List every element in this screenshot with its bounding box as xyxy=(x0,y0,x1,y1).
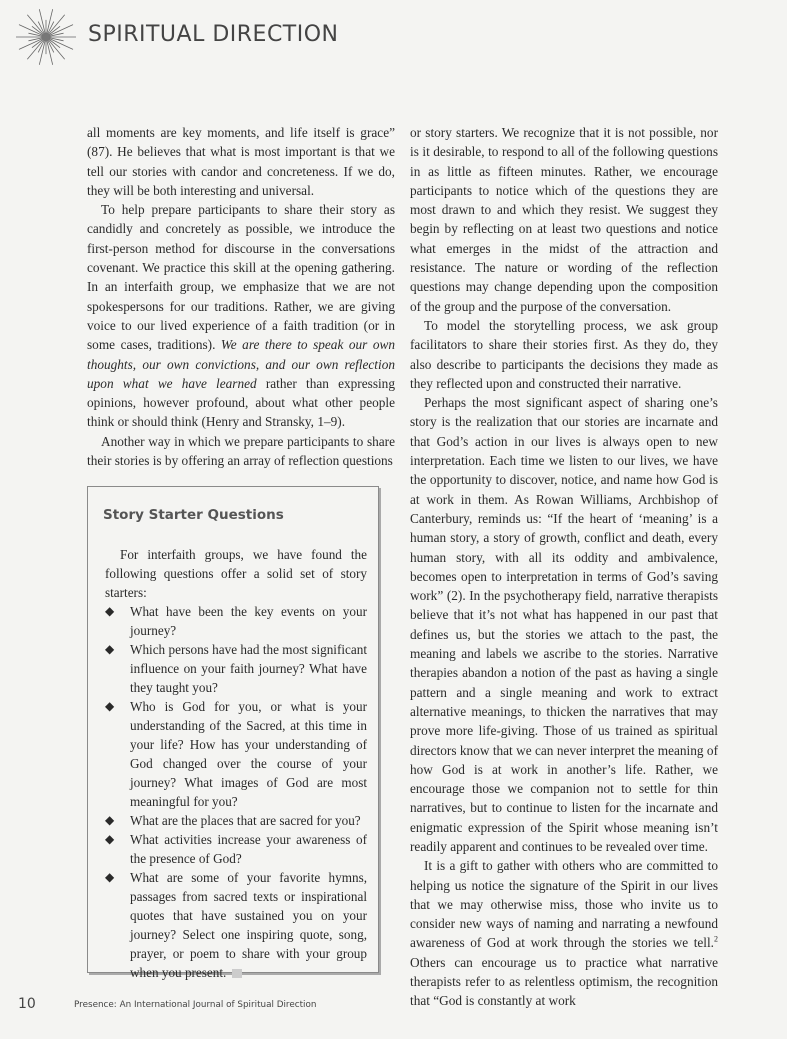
diamond-bullet-icon: ◆ xyxy=(105,870,115,884)
right-paragraph-3: Perhaps the most significant aspect of sharing one’s story is the realization that our stories are incarnate and that God’s action in our lives is always open to new interpretation. Each time we listen to our lives, we have the opportunity to discover, notice, and name how God is at work in them. As Rowan Williams, Archbishop of Canterbury, reminds us: “If the heart of ‘meaning’ is a human story, a story of growth, conflict and death, every human story, with all its oddity and ambivalence, becomes open to interpretation in terms of God’s saving work” (2). In the psychotherapy field, narrative therapists believe that it’s not what has happened in our past that defines us, but the stories we attach to the past, the meaning and labels we ascribe to the stories. Narrative therapies abandon a notion of the past as having a single pattern and a single meaning and work to extract alternative meanings, to thicken the narratives that may prove more life-giving. Those of us trained as spiritual directors know that we can never interpret the meaning of how God is at work in another’s life. Rather, we encourage those we companion not to settle for thin narratives, but to continue to listen for the incarnate and enigmatic expression of the Spirit whose meaning isn’t readily apparent and continues to be revealed over time. xyxy=(410,395,718,854)
star-burst-icon xyxy=(8,6,84,68)
question-item xyxy=(105,697,367,811)
sidebar-title: Story Starter Questions xyxy=(103,507,284,523)
question-text: Who is God for you, or what is your understanding of the Sacred, at this time in your life? How has your understanding of God changed over the course of your journey? What images of God are most meaningful for you? xyxy=(130,699,367,809)
sidebar-body xyxy=(105,545,367,982)
left-column xyxy=(87,123,395,470)
question-item xyxy=(105,811,367,830)
right-paragraph-2: To model the storytelling process, we ask group facilitators to share their stories first. As they do, they also describe to participants the decisions they made as they reflected upon and constructed their narrative. xyxy=(410,317,718,391)
diamond-bullet-icon: ◆ xyxy=(105,642,115,656)
sidebar-intro: For interfaith groups, we have found the following questions offer a solid set of story starters: xyxy=(105,547,367,600)
left-paragraph-2-text-a: To help prepare participants to share their story as candidly and concretely as possible, we introduce the first-person method for discourse in the conversations covenant. We practice this skill at the opening gathering. In an interfaith group, we emphasize that we are not spokespersons for our traditions. Rather, we are giving voice to our lived experience of a faith tradition (or in some cases, traditions). xyxy=(87,202,395,353)
diamond-bullet-icon: ◆ xyxy=(105,832,115,846)
right-column xyxy=(410,123,718,1011)
left-paragraph-1: all moments are key moments, and life itself is grace” (87). He believes that what is most important is that we tell our stories with candor and concreteness. If we do, they will be both interesting and universal. xyxy=(87,125,395,198)
journal-footer: Presence: An International Journal of Spiritual Direction xyxy=(74,1000,317,1010)
question-text: What activities increase your awareness of the presence of God? xyxy=(130,832,367,866)
page-number: 10 xyxy=(18,996,36,1012)
left-paragraph-2-emphasis: We are there to speak our own thoughts, our own convictions, and our own reflection upon what we have learned xyxy=(87,337,395,391)
question-item xyxy=(105,830,367,868)
section-title: SPIRITUAL DIRECTION xyxy=(88,22,339,47)
diamond-bullet-icon: ◆ xyxy=(105,699,115,713)
end-mark-icon xyxy=(232,969,242,978)
left-paragraph-3: Another way in which we prepare participants to share their stories is by offering an array of reflection questions xyxy=(87,433,395,469)
footnote-marker: 2 xyxy=(714,935,718,945)
question-text: Which persons have had the most significant influence on your faith journey? What have they taught you? xyxy=(130,642,367,695)
diamond-bullet-icon: ◆ xyxy=(105,604,115,618)
question-item xyxy=(105,868,367,982)
right-paragraph-1: or story starters. We recognize that it is not possible, nor is it desirable, to respond to all of the following questions in as little as fifteen minutes. Rather, we encourage participants to notice which of the questions they are most drawn to and which they resist. We suggest they begin by reflecting on at least two questions and notice what emerges in the midst of the attraction and resistance. The nature or wording of the reflection questions may change depending upon the composition of the group and the purpose of the conversation. xyxy=(410,125,718,314)
right-paragraph-4-text-a: It is a gift to gather with others who are committed to helping us notice the signature of the Spirit in our lives that we may otherwise miss, those who invite us to consider new ways of naming and narrating a newfound awareness of God at work through the stories we tell. xyxy=(410,858,718,951)
question-text: What have been the key events on your journey? xyxy=(130,604,367,638)
left-paragraph-2-text-b: rather than expressing opinions, however profound, about what other people think or should think (Henry and Stransky, 1–9). xyxy=(87,375,395,430)
question-text: What are some of your favorite hymns, passages from sacred texts or inspirational quotes that have sustained you on your journey? Select one inspiring quote, song, prayer, or poem to share with your group when you present. xyxy=(130,870,367,980)
left-paragraph-2 xyxy=(87,200,395,432)
question-text: What are the places that are sacred for you? xyxy=(130,813,361,828)
question-item xyxy=(105,602,367,640)
question-list xyxy=(105,602,367,982)
diamond-bullet-icon: ◆ xyxy=(105,813,115,827)
right-paragraph-4 xyxy=(410,856,718,1010)
story-starter-sidebar xyxy=(87,486,379,980)
right-paragraph-4-text-b: Others can encourage us to practice what narrative therapists refer to as relentless optimism, the recognition that “God is constantly at work xyxy=(410,954,718,1009)
question-item xyxy=(105,640,367,697)
